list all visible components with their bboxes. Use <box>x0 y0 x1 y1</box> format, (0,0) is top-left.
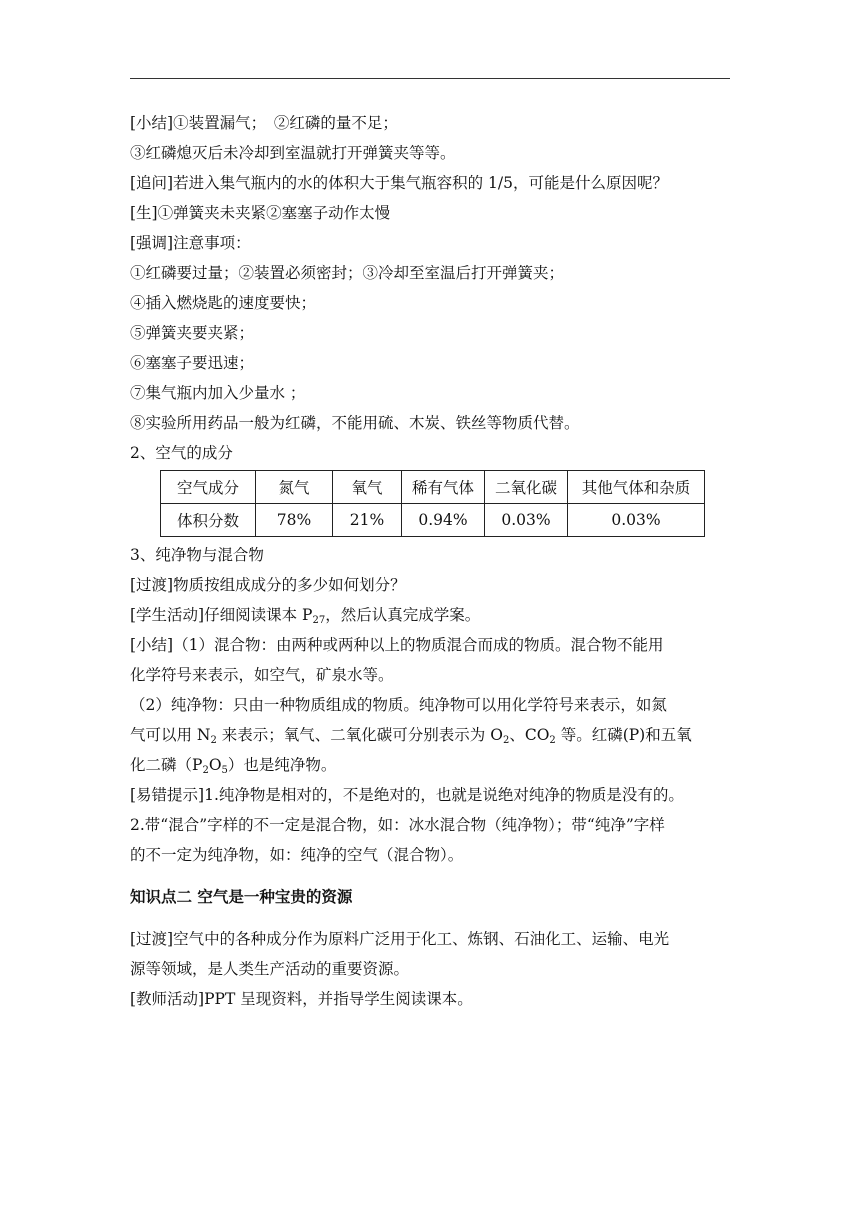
recap-line-2: ③红磷熄灭后未冷却到室温就打开弹簧夹等等。 <box>130 144 456 162</box>
text-run: [学生活动]仔细阅读课本 P <box>130 606 313 624</box>
table-cell: 78% <box>256 504 333 537</box>
section-heading-air-composition: 2、空气的成分 <box>130 444 233 462</box>
note-item: ⑤弹簧夹要夹紧； <box>130 324 255 342</box>
recap-line-1: [小结]①装置漏气； ②红磷的量不足； <box>130 114 398 132</box>
pure-definition-3 <box>130 750 735 780</box>
pure-definition-1: （2）纯净物：只由一种物质组成的物质。纯净物可以用化学符号来表示，如氮 <box>130 696 667 714</box>
mixture-definition-2: 化学符号来表示，如空气，矿泉水等。 <box>130 666 394 684</box>
section-heading-pure-mixture: 3、纯净物与混合物 <box>130 546 264 564</box>
table-cell: 氮气 <box>256 471 333 504</box>
air-composition-table <box>160 470 705 537</box>
pure-definition-2 <box>130 720 735 750</box>
table-cell: 氧气 <box>333 471 402 504</box>
subscript: 2 <box>202 765 209 776</box>
notes-title: [强调]注意事项： <box>130 234 251 252</box>
subscript: 5 <box>221 765 228 776</box>
spacer <box>130 912 735 924</box>
table-cell: 稀有气体 <box>402 471 485 504</box>
text-run: 等。红磷(P)和五氧 <box>555 726 692 744</box>
text-run: 化二磷（P <box>130 756 203 774</box>
table-cell: 21% <box>333 504 402 537</box>
text-run: ）也是纯净物。 <box>227 756 337 774</box>
transition-question: [过渡]物质按组成成分的多少如何划分？ <box>130 576 406 594</box>
table-cell: 其他气体和杂质 <box>568 471 705 504</box>
knowledge-point-heading: 知识点二 空气是一种宝贵的资源 <box>130 887 353 906</box>
table-header-row <box>161 471 705 504</box>
note-item: ⑧实验所用药品一般为红磷，不能用硫、木炭、铁丝等物质代替。 <box>130 414 580 432</box>
error-tip-3: 的不一定为纯净物，如：纯净的空气（混合物）。 <box>130 846 464 864</box>
error-tip-2: 2.带“混合”字样的不一定是混合物，如：冰水混合物（纯净物）；带“纯净”字样 <box>130 816 665 834</box>
note-item: ⑦集气瓶内加入少量水 ； <box>130 384 306 402</box>
table-cell: 体积分数 <box>161 504 256 537</box>
mixture-definition-1: [小结]（1）混合物：由两种或两种以上的物质混合而成的物质。混合物不能用 <box>130 636 664 654</box>
text-run: O <box>208 756 222 774</box>
error-tip-1: [易错提示]1.纯净物是相对的，不是绝对的，也就是说绝对纯净的物质是没有的。 <box>130 786 684 804</box>
note-item: ①红磷要过量；②装置必须密封；③冷却至室温后打开弹簧夹； <box>130 264 565 282</box>
subscript: 2 <box>502 735 510 746</box>
teacher-activity: [教师活动]PPT 呈现资料，并指导学生阅读课本。 <box>130 990 473 1008</box>
document-body <box>130 108 735 1014</box>
table-cell: 0.03% <box>485 504 568 537</box>
student-answer: [生]①弹簧夹未夹紧②塞塞子动作太慢 <box>130 204 391 222</box>
header-rule <box>130 78 730 79</box>
subscript: 27 <box>312 615 326 626</box>
table-cell: 二氧化碳 <box>485 471 568 504</box>
student-activity <box>130 600 735 630</box>
note-item: ④插入燃烧匙的速度要快； <box>130 294 317 312</box>
text-run: ，然后认真完成学案。 <box>325 606 481 624</box>
transition-line-1: [过渡]空气中的各种成分作为原料广泛用于化工、炼钢、石油化工、运输、电光 <box>130 930 670 948</box>
table-cell: 空气成分 <box>161 471 256 504</box>
table-cell: 0.03% <box>568 504 705 537</box>
spacer <box>130 870 735 882</box>
text-run: 气可以用 N <box>130 726 211 744</box>
subscript: 2 <box>549 735 556 746</box>
followup-question: [追问]若进入集气瓶内的水的体积大于集气瓶容积的 1/5，可能是什么原因呢？ <box>130 174 668 192</box>
table-cell: 0.94% <box>402 504 485 537</box>
table-row <box>161 504 705 537</box>
text-run: 、CO <box>509 726 550 744</box>
note-item: ⑥塞塞子要迅速； <box>130 354 255 372</box>
transition-line-2: 源等领域，是人类生产活动的重要资源。 <box>130 960 410 978</box>
text-run: 来表示；氧气、二氧化碳可分别表示为 O <box>216 726 503 744</box>
subscript: 2 <box>210 735 217 746</box>
